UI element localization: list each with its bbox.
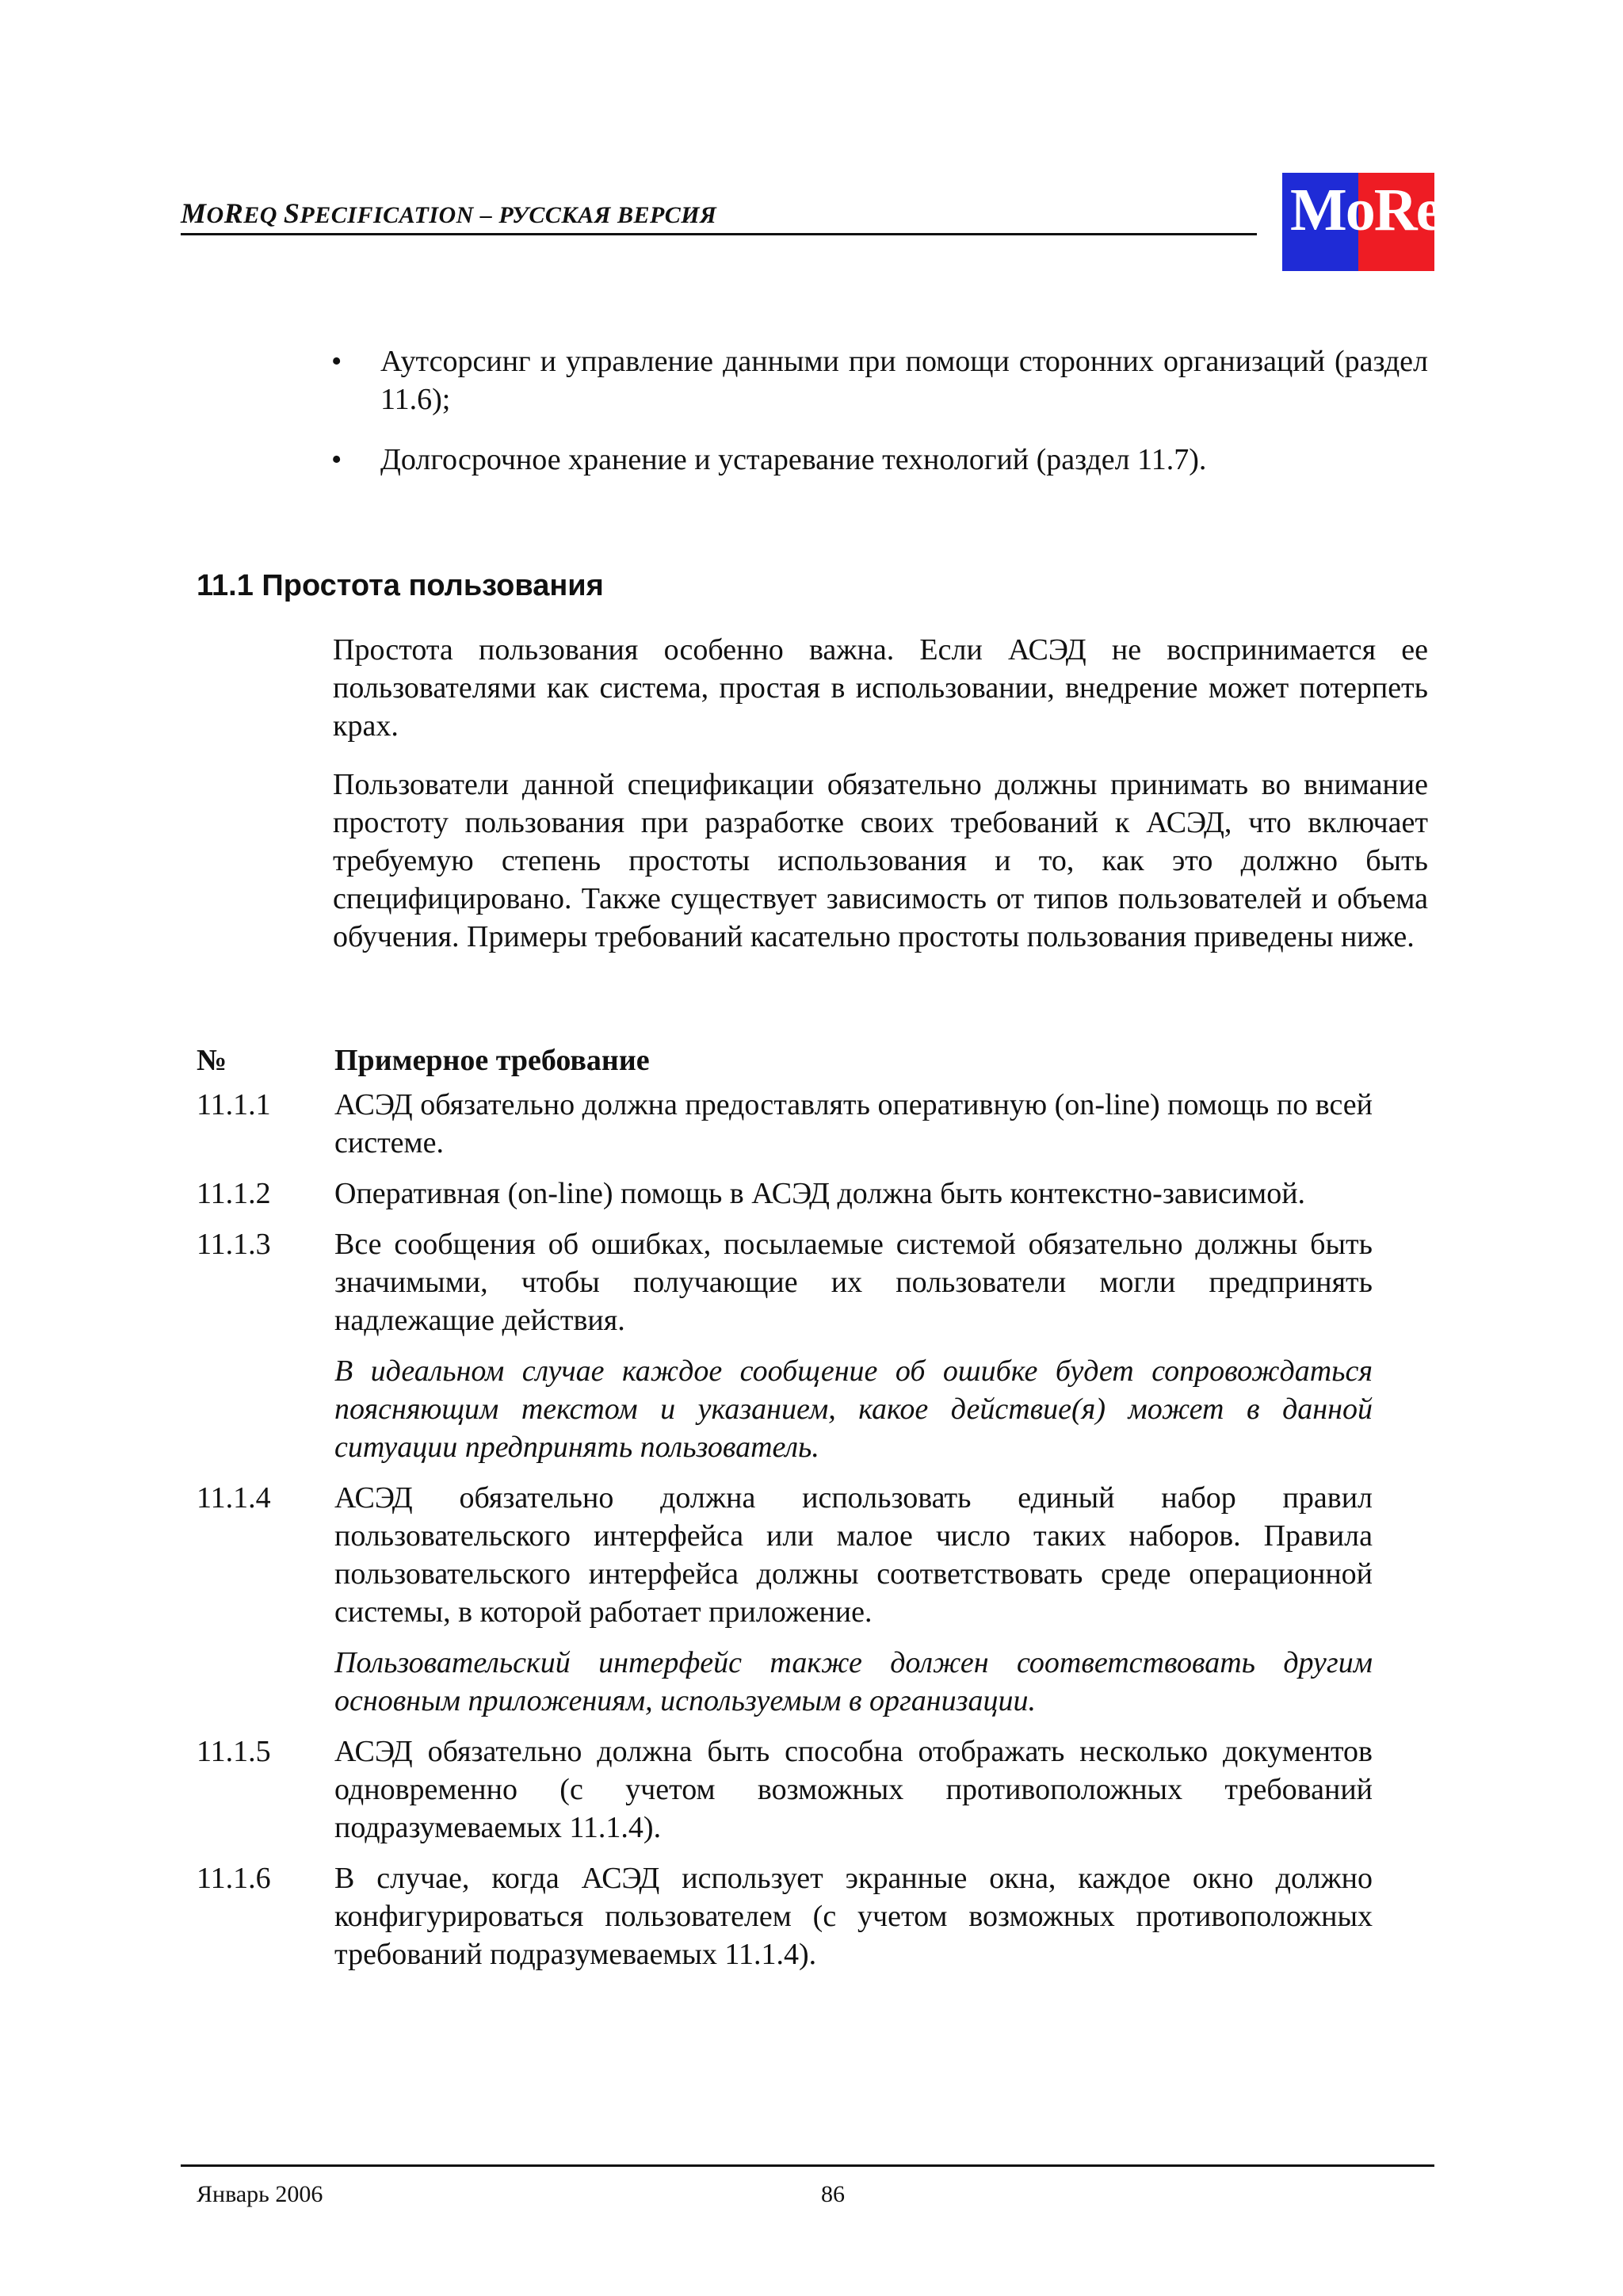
table-row <box>197 1175 1373 1213</box>
column-header-number: № <box>197 1044 227 1077</box>
requirement-number: 11.1.6 <box>197 1862 271 1895</box>
paragraph: Простота пользования особенно важна. Если АСЭД не воспринимается ее пользователями как система, простая в использовании, внедрение может потерпеть крах. <box>333 633 1428 743</box>
requirements-table <box>197 1041 1373 1986</box>
requirement-text: Оперативная (on-line) помощь в АСЭД должна быть контекстно-зависимой. <box>334 1177 1306 1210</box>
column-header-requirement: Примерное требование <box>334 1044 650 1077</box>
header-title-initial: M <box>181 197 207 229</box>
table-row <box>197 1859 1373 1973</box>
requirement-number: 11.1.4 <box>197 1481 271 1515</box>
bullet-marker: • <box>331 443 342 476</box>
list-item <box>331 441 1428 479</box>
bullet-text: Долгосрочное хранение и устаревание технологий (раздел 11.7). <box>380 443 1207 476</box>
moreq-logo <box>1282 173 1473 271</box>
table-row <box>197 1225 1373 1466</box>
table-header <box>197 1041 1373 1086</box>
section-heading: 11.1 Простота пользования <box>197 569 604 602</box>
running-header-title <box>181 197 716 230</box>
page-number: 86 <box>821 2181 845 2207</box>
footer-divider <box>181 2164 1434 2167</box>
requirement-number: 11.1.1 <box>197 1088 271 1121</box>
header-divider <box>181 233 1257 235</box>
requirement-text: Все сообщения об ошибках, посылаемые системой обязательно должны быть значимыми, чтобы получающие их пользователи могли предпринять надлежащие действия. <box>334 1228 1373 1337</box>
requirement-text: АСЭД обязательно должна использовать единый набор правил пользовательского интерфейса или малое число таких наборов. Правила пользовательского интерфейса должны соответствовать среде операционной системы, в которой работает приложение. <box>334 1481 1373 1629</box>
requirement-number: 11.1.3 <box>197 1228 271 1261</box>
paragraph: Пользователи данной спецификации обязательно должны принимать во внимание простоту пользования при разработке своих требований к АСЭД, что включает требуемую степень простоты использования и то, как это должно быть специфицировано. Также существует зависимость от типов пользователей и объема обучения. Примеры требований касательно простоты пользования приведены ниже. <box>333 768 1428 953</box>
bullet-text: Аутсорсинг и управление данными при помощи сторонних организаций (раздел 11.6); <box>380 345 1428 416</box>
table-row <box>197 1733 1373 1847</box>
requirement-text: В случае, когда АСЭД использует экранные окна, каждое окно должно конфигурироваться пользователем (с учетом возможных противоположных требований подразумеваемых 11.1.4). <box>334 1862 1373 1971</box>
requirement-text: АСЭД обязательно должна быть способна отображать несколько документов одновременно (с учетом возможных противоположных требований подразумеваемых 11.1.4). <box>334 1735 1373 1844</box>
footer-date: Январь 2006 <box>197 2181 323 2207</box>
table-row <box>197 1479 1373 1720</box>
logo-text: MoReq <box>1290 177 1473 243</box>
requirement-text: АСЭД обязательно должна предоставлять оперативную (on-line) помощь по всей системе. <box>334 1088 1373 1159</box>
bullet-list <box>331 342 1428 501</box>
requirement-note: В идеальном случае каждое сообщение об ошибке будет сопровождаться поясняющим текстом и указанием, какое действие(я) может в данной ситуации предпринять пользователь. <box>334 1354 1373 1464</box>
list-item <box>331 342 1428 418</box>
bullet-marker: • <box>331 345 342 378</box>
header-title-smallcaps: PECIFICATION – РУССКАЯ ВЕРСИЯ <box>300 202 717 228</box>
header-title-smallcaps: EQ <box>243 202 284 228</box>
header-title-initial: R <box>223 197 244 229</box>
table-row <box>197 1086 1373 1162</box>
requirement-number: 11.1.2 <box>197 1177 271 1210</box>
requirement-note: Пользовательский интерфейс также должен соответствовать другим основным приложениям, используемым в организации. <box>334 1646 1373 1717</box>
requirement-number: 11.1.5 <box>197 1735 271 1768</box>
header-title-smallcaps: O <box>206 202 224 228</box>
header-title-initial: S <box>283 197 300 229</box>
section-body <box>333 631 1428 976</box>
